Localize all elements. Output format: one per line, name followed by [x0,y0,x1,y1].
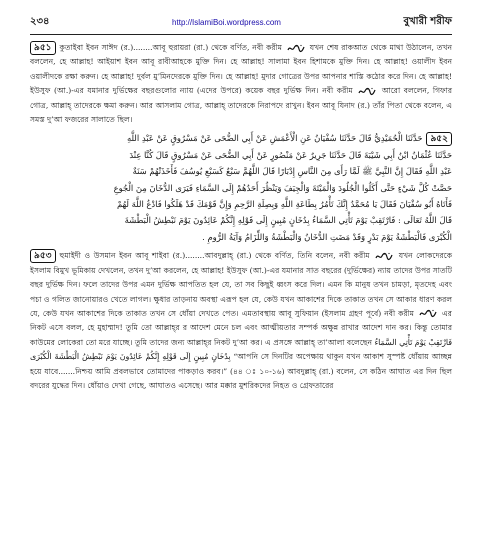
text-line: আবূ সুফিয়ান (ইসলাম গ্রহণ পূর্বে) নবী করীম এর নিকট এসে বলল, হে মুহাম্মাদ! তুমি তো আল্লাহ্‌র [30,308,452,333]
hadith-number-badge: ৯৫২ [426,132,452,146]
text-line: তাদের উপর এমন দুর্ভিক্ষ আপতিত হল যে, তা সব কিছুই ধ্বংস করে দিল। এমন কি মানুষ তখন [100,280,389,290]
hadith-952 [30,131,452,245]
text-line: বদরের যুদ্ধের দিন। ধোঁয়াও দেখা গেছে, আঘাতও এসেছে। আর মক্কার মুশরিকদের নিহত ও গ্রেফতারের [30,380,334,390]
text-line: করুন। আর আসলাম গোত্র, আল্লাহ্ তাদেরকে নিরাপদে রাখুন। ইবন আবূ যিনাদ (র.) তাঁর পিতা [118,100,403,110]
salawat-calligraphy-icon [287,44,305,53]
text-line: ৯৫১ কুতাইবা ইবন সাঈদ (র.)........আবূ হুরায়রা (রা.) থেকে বর্ণিত, নবী করীম যখন শেষ [30,43,338,52]
arabic-text-line: عَبْدِ اللَّهِ فَقَالَ إِنَّ النَّبِيَّ ﷺ لَمَّا رَأَى مِنَ النَّاسِ إِدْبَارًا قَالَ اللَّهُمَّ سَبْعٌ كَسَبْعِ يُوسُفَ فَأَخَذَتْهُمْ سَنَةٌ [132,166,452,177]
text-line: নবী করীম যখন লোকদেরকে ইসলাম বিমুখ ভূমিকায় দেখলেন, তখন দু’আ করলেন, হে আল্লাহ! [30,251,453,275]
hadith-number-badge: ৯৫৩ [30,249,56,263]
header-divider [30,34,452,35]
arabic-text-line: حَصَّتْ كُلَّ شَيْءٍ حَتَّى أَكَلُوا الْجُلُودَ وَالْمَيْتَةَ وَالْجِيَفَ وَيَنْظُرَ أَحَدُهُمْ إِلَى السَّمَاءِ فَيَرَى الدُّخَانَ مِنَ الْجُوعِ [113,182,452,193]
hadith-number-badge: ৯৫১ [30,41,56,55]
salawat-calligraphy-icon [375,252,393,261]
text-line: থেকে বলেন, এ সমস্ত দু’আ ফজরের সালাতে ছিল। [30,100,452,125]
text-line: ৯৫৩ হুমাইদী ও উসমান ইবন আবূ শাইবা (র.)........আবদুল্লাহ্ (রা.) থেকে বর্ণিত, তিনি বলেন, [30,251,336,260]
salawat-calligraphy-icon [419,309,437,318]
hadith-951-text [30,41,452,127]
hadith-953-text [30,249,452,393]
page-number: ২৩৪ [30,15,50,27]
arabic-text-line: حَدَّثَنَا عُثْمَانُ ابْنُ أَبِي شَيْبَةَ قَالَ حَدَّثَنَا جَرِيرٌ عَنْ مَنْصُورٍ عَنْ أَبِي الضُّحَى عَنْ مَسْرُوقٍ قَالَ كُنَّا عِنْدَ [129,149,452,160]
arabic-text-line: فَأَتَاهُ أَبُو سُفْيَانَ فَقَالَ يَا مُحَمَّدُ إِنَّكَ تَأْمُرُ بِطَاعَةِ اللَّهِ وَبِصِلَةِ الرَّحِمِ وَإِنَّ قَوْمَكَ قَدْ هَلَكُوا فَادْعُ اللَّهَ لَهُمْ [116,199,452,210]
text-line: কঠোর করে দিন। হে আল্লাহ! ইউসুফ (আ.)-এর যমানার দুর্ভিক্ষের বছরগুলোর ন্যায় (এদের উপরে) [30,71,452,96]
arabic-text-line: قَالَ اللَّهُ تَعَالَى : فَارْتَقِبْ يَوْمَ تَأْتِي السَّمَاءُ بِدُخَانٍ مُبِينٍ إِلَى قَوْلِهِ إِنَّكُمْ عَائِدُونَ يَوْمَ نَبْطِشُ الْبَطْشَةَ [124,215,452,226]
text-line: র আদেশ মেনে চল এবং আত্মীয়তার সম্পর্ক অক্ষুন্ন রাখার আদেশ দান কর। কিন্তু তোমার কাউমের [30,323,452,347]
text-line: বলেছেন فَارْتَقِبْ يَوْمَ تَأْتِي السَّمَاءُ بِدُخَانٍ مُبِينٍ إِلَى قَوْلِهِ إِنَّكُمْ عَائِدُونَ يَوْمَ نَبْطِشُ الْبَطْشَةَ الْكُبْرَى “আপনি [30,337,452,362]
text-line: রাকআত থেকে মাথা উঠালেন, তখন বললেন, হে আল্লাহ! আইয়াশ ইবন আবূ রাবীআহকে মুক্তি [30,43,452,67]
text-line: তোমাদের পাকড়াও করব।” (৪৪ ঃ ১০-১৬) আবদুল্লাহ্ (রা.) বলেন, সে কঠিন আঘাত এর দিন ছিল [146,366,452,376]
page-header [30,14,452,30]
text-line: চামড়া, মৃতদেহ এবং পচা ও গলিত জানোয়ারও খেতে লাগল। ক্ষুধার তাড়নায় অবস্থা এরূপ হল যে, কেউ যখন আকাশের দিকে তাকাত তখন সে [30,280,453,304]
text-line: সে দিনটির অপেক্ষায় থাকুন যখন আকাশ সুস্পষ্ট ধোঁয়ায় আচ্ছন্ন হয়ে যাবে.......নিশ্চয় আমি প্রবলভাবে [30,352,453,376]
text-line: দিন। হে আল্লাহ! সালামা ইবন হিশামকে মুক্তি দিন। হে আল্লাহ! ওয়ালীদ ইবন ওয়ালীদকে রক্ষা [30,57,452,81]
text-line: ইউসুফ (আ.)-এর যমানার সাত বছরের (দুর্ভিক্ষের) ন্যায় তাদের উপর সাতটি বছর দুর্ভিক্ষ দিন। ফলে [30,265,452,290]
hadith-953 [30,249,452,393]
source-url-link[interactable]: http://IslamiBoi.wordpress.com [172,17,281,27]
salawat-calligraphy-icon [358,87,376,96]
hadith-952-arabic [30,131,452,245]
text-line: কয়েক বছর দুর্ভিক্ষ দিন। নবী করীম আরো বললেন, গিফার গোত্র, আল্লাহ্ তাদেরকে ক্ষমা [30,86,452,110]
hadith-951 [30,41,452,127]
arabic-text-line: الْكُبْرَى فَالْبَطْشَةُ يَوْمَ بَدْرٍ وَقَدْ مَضَتِ الدُّخَانُ وَالْبَطْشَةُ وَاللِّزَامُ وَآيَةُ الرُّومِ . [202,231,452,242]
text-line: আকার ধারণ করল যে, কেউ যখন আকাশের দিকে তাকাত তখন সে ধোঁয়া দেখতে পেত। এমতাবস্থায় [30,294,452,318]
book-title: বুখারী শরীফ [403,15,452,27]
text-line: করুন। হে আল্লাহ! দুর্বল মু’মিনদেরকে মুক্তি দিন। হে আল্লাহ! মুদার গোত্রের উপর আপনার শাস্তি [80,71,364,81]
quran-verse-inline: فَارْتَقِبْ يَوْمَ تَأْتِي السَّمَاءُ بِدُخَانٍ مُبِينٍ إِلَى قَوْلِهِ إِنَّكُمْ عَائِدُونَ يَوْمَ نَبْطِشُ الْبَطْشَةَ الْكُبْرَى [30,337,452,362]
text-line: লোকেরা তো মরে যাচ্ছে। তুমি তাদের জন্য আল্লাহ্‌র নিকট দু’আ কর। এ প্রসঙ্গে আল্লাহ্ তা’আলা [57,337,345,347]
arabic-text-line: ৯৫২حَدَّثَنَا الْحُمَيْدِيُّ قَالَ حَدَّثَنَا سُفْيَانُ عَنِ الْأَعْمَشِ عَنْ أَبِي الضُّحَى عَنْ مَسْرُوقٍ عَنْ عَبْدِ اللَّهِ [30,131,452,146]
